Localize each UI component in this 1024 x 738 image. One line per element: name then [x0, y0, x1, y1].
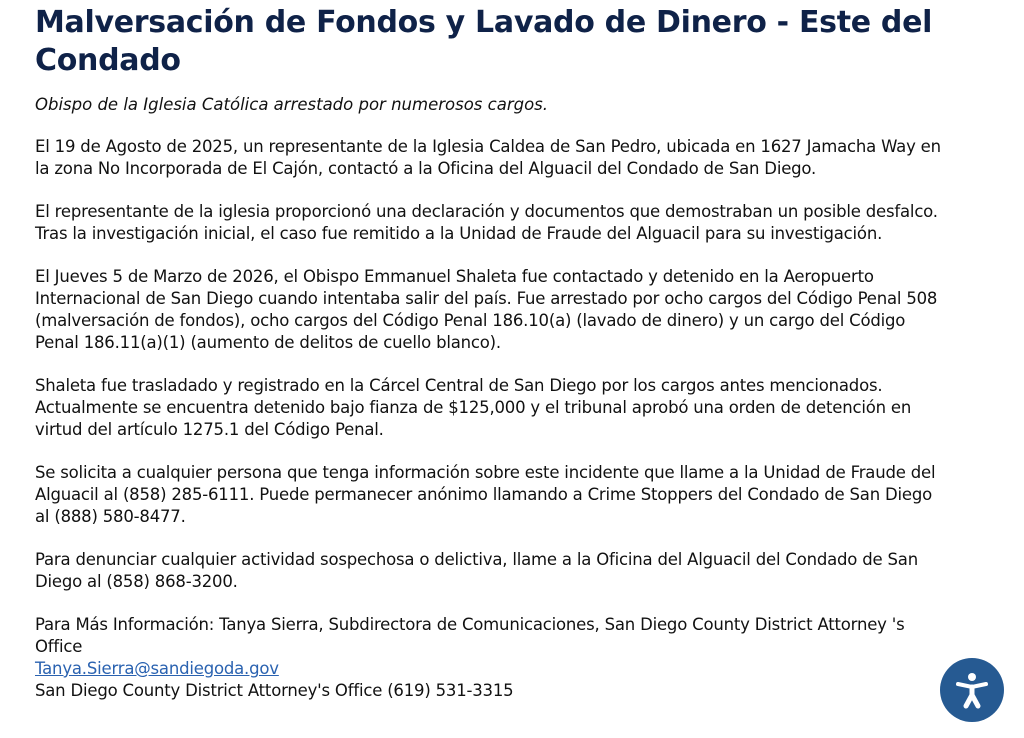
contact-details: Para Más Información: Tanya Sierra, Subdirectora de Comunicaciones, San Diego County District Attorney 's Office [35, 615, 905, 656]
paragraph: Se solicita a cualquier persona que tenga información sobre este incidente que llame a la Unidad de Fraude del Alguacil al (858) 285-6111. Puede permanecer anónimo llamando a Crime Stoppers del Condado de San Diego al (888) 580-8477. [35, 463, 936, 526]
page-title: Malversación de Fondos y Lavado de Dinero - Este del Condado [35, 5, 933, 78]
accessibility-icon [952, 670, 992, 710]
paragraph: El 19 de Agosto de 2025, un representante de la Iglesia Caldea de San Pedro, ubicada en 1627 Jamacha Way en la zona No Incorporada de El Cajón, contactó a la Oficina del Alguacil del Condado de San Diego. [35, 137, 941, 178]
paragraph: El representante de la iglesia proporcionó una declaración y documentos que demostraban un posible desfalco. Tras la investigación inicial, el caso fue remitido a la Unidad de Fraude del Alguacil para su investigación. [35, 202, 938, 243]
contact-office: San Diego County District Attorney's Office (619) 531-3315 [35, 681, 514, 700]
paragraph: El Jueves 5 de Marzo de 2026, el Obispo Emmanuel Shaleta fue contactado y detenido en la Aeropuerto Internacional de San Diego cuando intentaba salir del país. Fue arrestado por ocho cargos del Código Penal 508 (malversación de fondos), ocho cargos del Código Penal 186.10(a) (lavado de dinero) y un cargo del Código Penal 186.11(a)(1) (aumento de delitos de cuello blanco). [35, 267, 938, 352]
article-subtitle: Obispo de la Iglesia Católica arrestado por numerosos cargos. [35, 95, 549, 114]
paragraph: Shaleta fue trasladado y registrado en la Cárcel Central de San Diego por los cargos antes mencionados. Actualmente se encuentra detenido bajo fianza de $125,000 y el tribunal aprobó una orden de detención en virtud del artículo 1275.1 del Código Penal. [35, 376, 912, 439]
contact-info [35, 614, 950, 702]
article [35, 4, 950, 702]
accessibility-button[interactable] [940, 658, 1004, 722]
paragraph: Para denunciar cualquier actividad sospechosa o delictiva, llame a la Oficina del Alguacil del Condado de San Diego al (858) 868-3200. [35, 550, 918, 591]
contact-email-link[interactable]: Tanya.Sierra@sandiegoda.gov [35, 659, 279, 678]
article-body [35, 136, 950, 702]
